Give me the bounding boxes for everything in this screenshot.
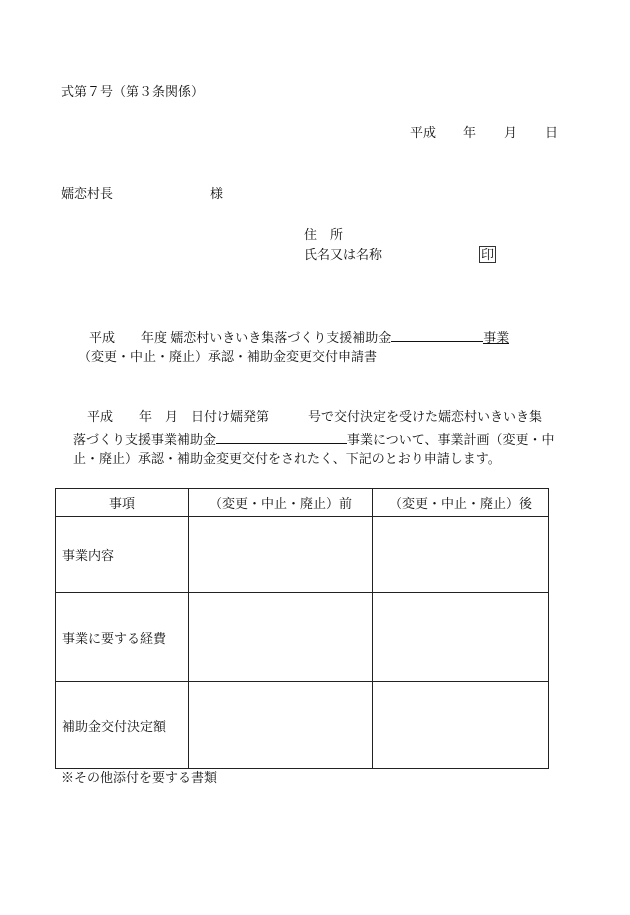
- row-label: 補助金交付決定額: [56, 682, 189, 769]
- cell-after[interactable]: [373, 517, 549, 593]
- project-name-blank-2[interactable]: [216, 430, 347, 444]
- row-label: 事業内容: [56, 517, 189, 593]
- addressee-name: 嬬恋村長: [61, 186, 114, 201]
- title-prefix: 平成 年度 嬬恋村いきいき集落づくり支援補助金: [89, 330, 392, 345]
- table-row: [56, 517, 549, 593]
- title-line-2: （変更・中止・廃止）承認・補助金変更交付申請書: [78, 349, 378, 364]
- cell-after[interactable]: [373, 682, 549, 769]
- row-label: 事業に要する経費: [56, 593, 189, 682]
- table-row: [56, 682, 549, 769]
- body-line-1: 平成 年 月 日付け嬬発第 号で交付決定を受けた嬬恋村いきいき集: [87, 409, 543, 424]
- name-label: 氏名又は名称: [304, 247, 383, 262]
- table-row: [56, 593, 549, 682]
- cell-before[interactable]: [189, 593, 373, 682]
- table-header-row: [56, 489, 549, 517]
- date-day: 日: [545, 125, 559, 140]
- body-suffix: 事業について、事業計画（変更・中: [347, 432, 555, 447]
- date-month: 月: [504, 125, 518, 140]
- header-after: （変更・中止・廃止）後: [373, 489, 549, 517]
- header-item: 事項: [56, 489, 189, 517]
- address-label: 住 所: [304, 227, 344, 242]
- cell-before[interactable]: [189, 517, 373, 593]
- date-line: [410, 125, 558, 141]
- project-name-blank[interactable]: [391, 328, 483, 342]
- title-line-1: [89, 328, 509, 346]
- date-era: 平成: [410, 125, 437, 140]
- cell-after[interactable]: [373, 593, 549, 682]
- seal-mark: [479, 247, 496, 263]
- cell-before[interactable]: [189, 682, 373, 769]
- header-before: （変更・中止・廃止）前: [189, 489, 373, 517]
- attachment-note: ※その他添付を要する書類: [61, 770, 218, 785]
- title-suffix: 事業: [483, 330, 510, 345]
- date-year: 年: [463, 125, 477, 140]
- body-prefix: 落づくり支援事業補助金: [73, 432, 217, 447]
- form-number: 式第７号（第３条関係）: [61, 84, 205, 99]
- body-line-3: 止・廃止）承認・補助金変更交付をされたく、下記のとおり申請します。: [73, 451, 501, 466]
- change-table: [55, 488, 549, 769]
- body-line-2: [73, 430, 555, 448]
- addressee-honorific: 様: [210, 186, 224, 201]
- seal-text: 印: [481, 247, 495, 262]
